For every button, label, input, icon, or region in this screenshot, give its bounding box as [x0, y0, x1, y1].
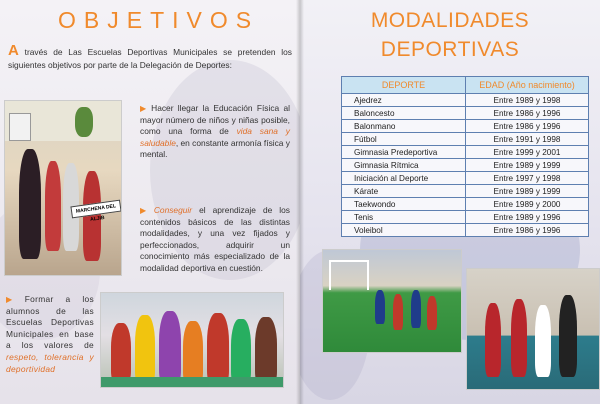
sport-cell: Ajedrez [342, 94, 466, 107]
arrow-right-icon: ▶ [6, 295, 22, 304]
sport-cell: Taekwondo [342, 198, 466, 211]
sport-cell: Fútbol [342, 133, 466, 146]
age-cell: Entre 1991 y 1998 [466, 133, 589, 146]
banner-sign: MARCHENA DEL ALJIB [70, 200, 121, 219]
table-header-row [342, 77, 589, 94]
intro-dropcap: A [8, 42, 19, 59]
objective-1 [140, 103, 290, 161]
table-row [342, 94, 589, 107]
table-row [342, 133, 589, 146]
age-cell: Entre 1986 y 1996 [466, 120, 589, 133]
age-cell: Entre 1989 y 1996 [466, 211, 589, 224]
table-row [342, 198, 589, 211]
objective-3-highlight: respeto, tolerancia y deportividad [6, 351, 94, 374]
age-cell: Entre 1986 y 1996 [466, 107, 589, 120]
table-row [342, 211, 589, 224]
table-row [342, 172, 589, 185]
age-cell: Entre 1989 y 2000 [466, 198, 589, 211]
age-cell: Entre 1999 y 2001 [466, 146, 589, 159]
objective-2 [140, 205, 290, 275]
child-figure [231, 319, 251, 385]
intro-paragraph [8, 44, 292, 72]
objective-2-text: el aprendizaje de los contenidos básicos de las distintas modalidades, y una vez fijados y perfeccionados, adquirir un conocimiento más especializado de la modalidad deportiva en cuestión. [140, 205, 290, 273]
majorette-figure [45, 161, 61, 251]
child-figure [255, 317, 277, 385]
table-row [342, 159, 589, 172]
player-figure [427, 296, 437, 330]
basketball-photo [466, 268, 600, 390]
sport-cell: Balonmano [342, 120, 466, 133]
child-figure [159, 311, 181, 385]
sport-cell: Kárate [342, 185, 466, 198]
sport-cell: Baloncesto [342, 107, 466, 120]
modalidades-title: MODALIDADES DEPORTIVAS [370, 9, 530, 61]
sign [9, 113, 31, 141]
sport-cell: Voleibol [342, 224, 466, 237]
goal-frame [329, 260, 369, 290]
objective-1-text-a: Hacer llegar la Educación Física al mayor número de niños y niñas posible, como una forma de [140, 103, 290, 137]
header-deporte: DEPORTE [342, 77, 466, 94]
age-cell: Entre 1997 y 1998 [466, 172, 589, 185]
football-photo [322, 249, 462, 353]
sports-table [341, 76, 589, 237]
player-figure [511, 299, 527, 377]
table-row [342, 107, 589, 120]
sport-cell: Gimnasia Predeportiva [342, 146, 466, 159]
arrow-right-icon: ▶ [140, 104, 149, 113]
player-figure [393, 294, 403, 330]
tree [75, 107, 93, 137]
intro-text: través de Las Escuelas Deportivas Municipales se pretenden los siguientes objetivos por parte de la Delegación de Deportes: [8, 47, 292, 70]
age-cell: Entre 1989 y 1999 [466, 159, 589, 172]
sport-cell: Tenis [342, 211, 466, 224]
player-figure [559, 295, 577, 377]
header-edad: EDAD (Año nacimiento) [466, 77, 589, 94]
objective-1-text-b: , en constante armonía física y mental. [140, 137, 290, 160]
sport-cell: Gimnasia Rítmica [342, 159, 466, 172]
player-figure [411, 290, 421, 328]
table-row [342, 146, 589, 159]
costumed-children-photo [100, 292, 284, 388]
objetivos-title: OBJETIVOS [58, 7, 260, 33]
arrow-right-icon: ▶ [140, 206, 151, 215]
child-figure [183, 321, 203, 385]
table-row [342, 185, 589, 198]
majorettes-photo [4, 100, 122, 276]
age-cell: Entre 1989 y 1999 [466, 185, 589, 198]
table-row [342, 120, 589, 133]
age-cell: Entre 1989 y 1998 [466, 94, 589, 107]
objective-3-text: Formar a los alumnos de las Escuelas Deportivas Municipales en base a los valores de [6, 294, 94, 351]
majorette-figure [19, 149, 41, 259]
child-figure [111, 323, 131, 383]
player-figure [485, 303, 501, 377]
child-figure [207, 313, 229, 385]
child-figure [135, 315, 155, 385]
table-row [342, 224, 589, 237]
objective-2-highlight: Conseguir [153, 205, 193, 215]
objective-1-highlight: vida sana y saludable [140, 126, 290, 148]
sport-cell: Iniciación al Deporte [342, 172, 466, 185]
objective-3 [6, 294, 94, 375]
age-cell: Entre 1986 y 1996 [466, 224, 589, 237]
player-figure [375, 290, 385, 324]
player-figure [535, 305, 551, 377]
floor [101, 377, 284, 388]
